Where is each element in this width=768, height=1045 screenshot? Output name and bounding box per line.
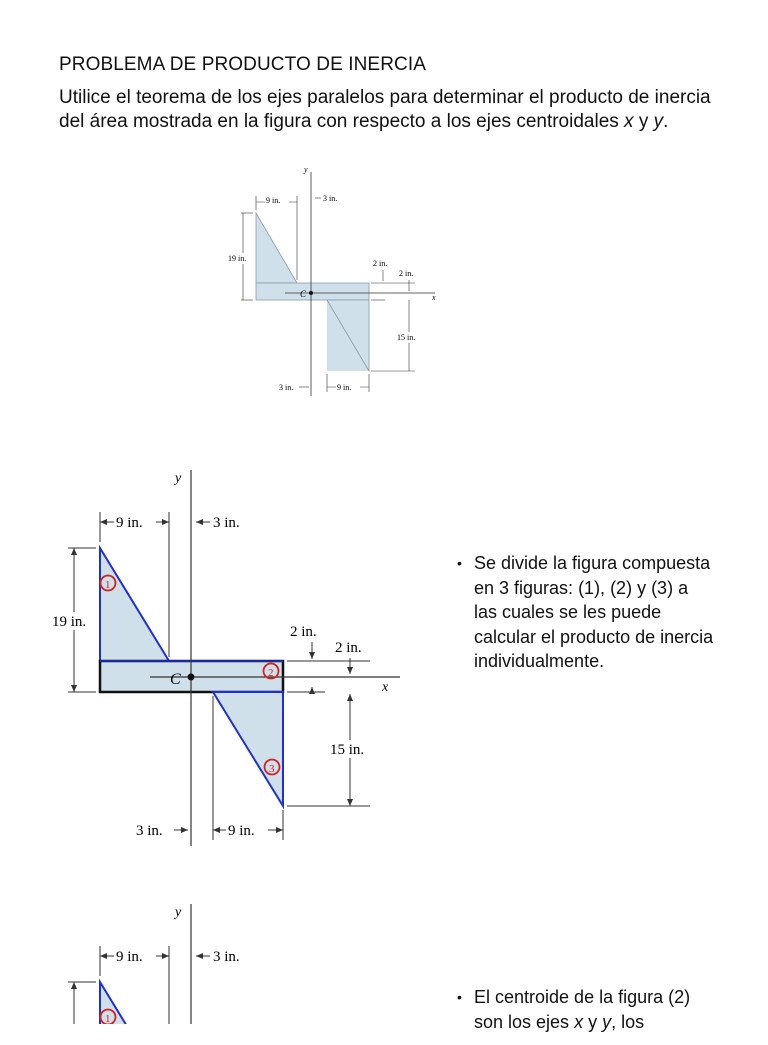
- y-axis-label: y: [304, 165, 308, 174]
- dim-2in-a: 2 in.: [290, 624, 317, 640]
- centroid-point: [309, 291, 313, 295]
- x-axis-label: x: [382, 680, 389, 695]
- marker-2-label: 2: [268, 667, 274, 679]
- dim-bottom-right: 9 in.: [228, 823, 255, 839]
- bullet-dot: •: [457, 555, 462, 571]
- page-title: PROBLEMA DE PRODUCTO DE INERCIA: [59, 54, 426, 75]
- dim-right-height: 15 in.: [397, 333, 416, 342]
- centroid-label: C: [170, 671, 181, 688]
- bullet-item: [457, 551, 737, 701]
- x-axis-label: x: [432, 293, 436, 302]
- rectangle-2: [256, 283, 369, 300]
- centroid-point: [188, 674, 195, 681]
- bullet-item: [457, 985, 737, 1045]
- bullet-text: El centroide de la figura (2) son los ejes x y y, los: [474, 987, 691, 1032]
- figure-small: [225, 160, 445, 400]
- dim-top-left: 9 in.: [116, 515, 143, 531]
- dim-bottom-left: 3 in.: [136, 823, 163, 839]
- dim-top-right: 3 in.: [213, 515, 240, 531]
- figure-large-cropped: [30, 896, 410, 1024]
- dim-left-height: 19 in.: [228, 254, 247, 263]
- y-axis-label: y: [175, 471, 182, 486]
- dim-top-right: 3 in.: [213, 949, 240, 965]
- dim-left-height: 19 in.: [52, 614, 87, 630]
- bullet-dot: •: [457, 989, 462, 1005]
- dim-bottom-right: 9 in.: [337, 383, 352, 392]
- dim-2in-b: 2 in.: [399, 269, 414, 278]
- dim-bottom-left: 3 in.: [279, 383, 294, 392]
- figure-large: [30, 462, 410, 852]
- dim-top-left: 9 in.: [266, 196, 281, 205]
- dim-right-height: 15 in.: [330, 742, 365, 758]
- y-axis-label: y: [175, 905, 182, 920]
- problem-statement: Utilice el teorema de los ejes paralelos para determinar el producto de inercia del área mostrada en la figura con respecto a los ejes centroidales x y y.: [59, 87, 711, 132]
- marker-1-label: 1: [105, 579, 111, 591]
- dim-2in-b: 2 in.: [335, 640, 362, 656]
- bullet-text: Se divide la figura compuesta en 3 figuras: (1), (2) y (3) a las cuales se les puede calcular el producto de inercia individualmente.: [474, 553, 714, 671]
- dim-top-right: 3 in.: [323, 194, 338, 203]
- marker-1-label: 1: [105, 1013, 111, 1024]
- dim-2in-a: 2 in.: [373, 259, 388, 268]
- marker-3-label: 3: [269, 763, 275, 775]
- centroid-label: C: [300, 289, 307, 299]
- dim-top-left: 9 in.: [116, 949, 143, 965]
